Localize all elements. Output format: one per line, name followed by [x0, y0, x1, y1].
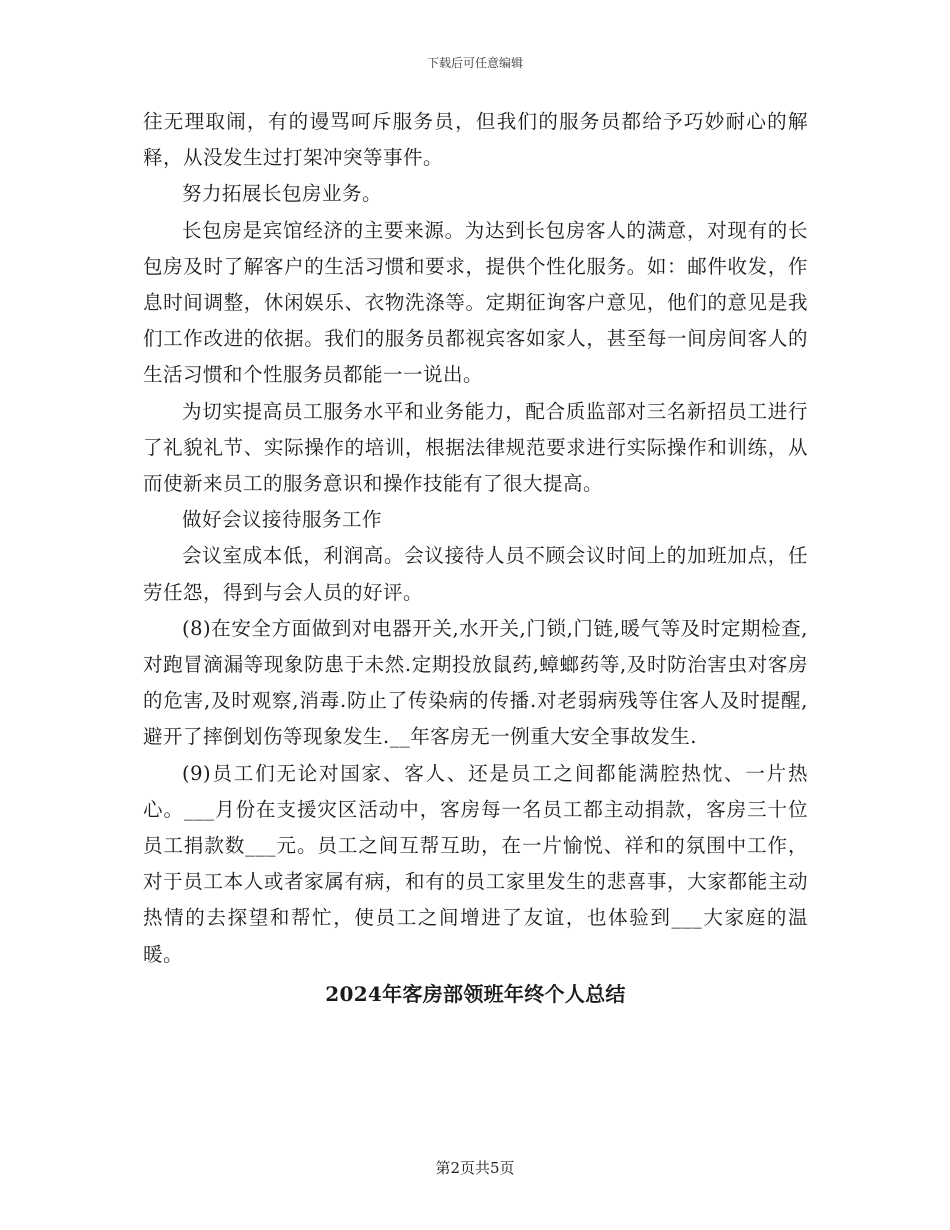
document-body: [143, 104, 808, 1012]
paragraph-staff: (9)员工们无论对国家、客人、还是员工之间都能满腔热忱、一片热心。___月份在支援灾区活动中，客房每一名员工都主动捐款，客房三十位员工捐款数___元。员工之间互帮互助，在一片愉悦、祥和的氛围中工作，对于员工本人或者家属有病，和有的员工家里发生的悲喜事，大家都能主动热情的去探望和帮忙，使员工之间增进了友谊，也体验到___大家庭的温暖。: [143, 761, 808, 966]
header-note: 下载后可任意编辑: [426, 56, 523, 70]
page-number: 第2页共5页: [435, 1159, 515, 1177]
paragraph-long-stay: 长包房是宾馆经济的主要来源。为达到长包房客人的满意，对现有的长包房及时了解客户的生活习惯和要求，提供个性化服务。如：邮件收发，作息时间调整，休闲娱乐、衣物洗涤等。定期征询客户意见，他们的意见是我们工作改进的依据。我们的服务员都视宾客如家人，甚至每一间房间客人的生活习惯和个性服务员都能一一说出。: [143, 218, 808, 387]
paragraph-heading-meeting: 做好会议接待服务工作: [182, 508, 383, 532]
section-title: 2024年客房部领班年终个人总结: [325, 981, 626, 1006]
paragraph-continuation: 往无理取闹，有的谩骂呵斥服务员，但我们的服务员都给予巧妙耐心的解释，从没发生过打架冲突等事件。: [143, 110, 808, 170]
paragraph-meeting: 会议室成本低，利润高。会议接待人员不顾会议时间上的加班加点，任劳任怨，得到与会人员的好评。: [143, 544, 808, 604]
paragraph-training: 为切实提高员工服务水平和业务能力，配合质监部对三名新招员工进行了礼貌礼节、实际操作的培训，根据法律规范要求进行实际操作和训练，从而使新来员工的服务意识和操作技能有了很大提高。: [143, 399, 808, 496]
paragraph-safety: (8)在安全方面做到对电器开关,水开关,门锁,门链,暖气等及时定期检查,对跑冒滴漏等现象防患于未然.定期投放鼠药,蟑螂药等,及时防治害虫对客房的危害,及时观察,消毒.防止了传染病的传播.对老弱病残等住客人及时提醒,避开了摔倒划伤等现象发生.__年客房无一例重大安全事故发生.: [143, 616, 808, 749]
paragraph-heading-long-stay: 努力拓展长包房业务。: [182, 182, 383, 206]
